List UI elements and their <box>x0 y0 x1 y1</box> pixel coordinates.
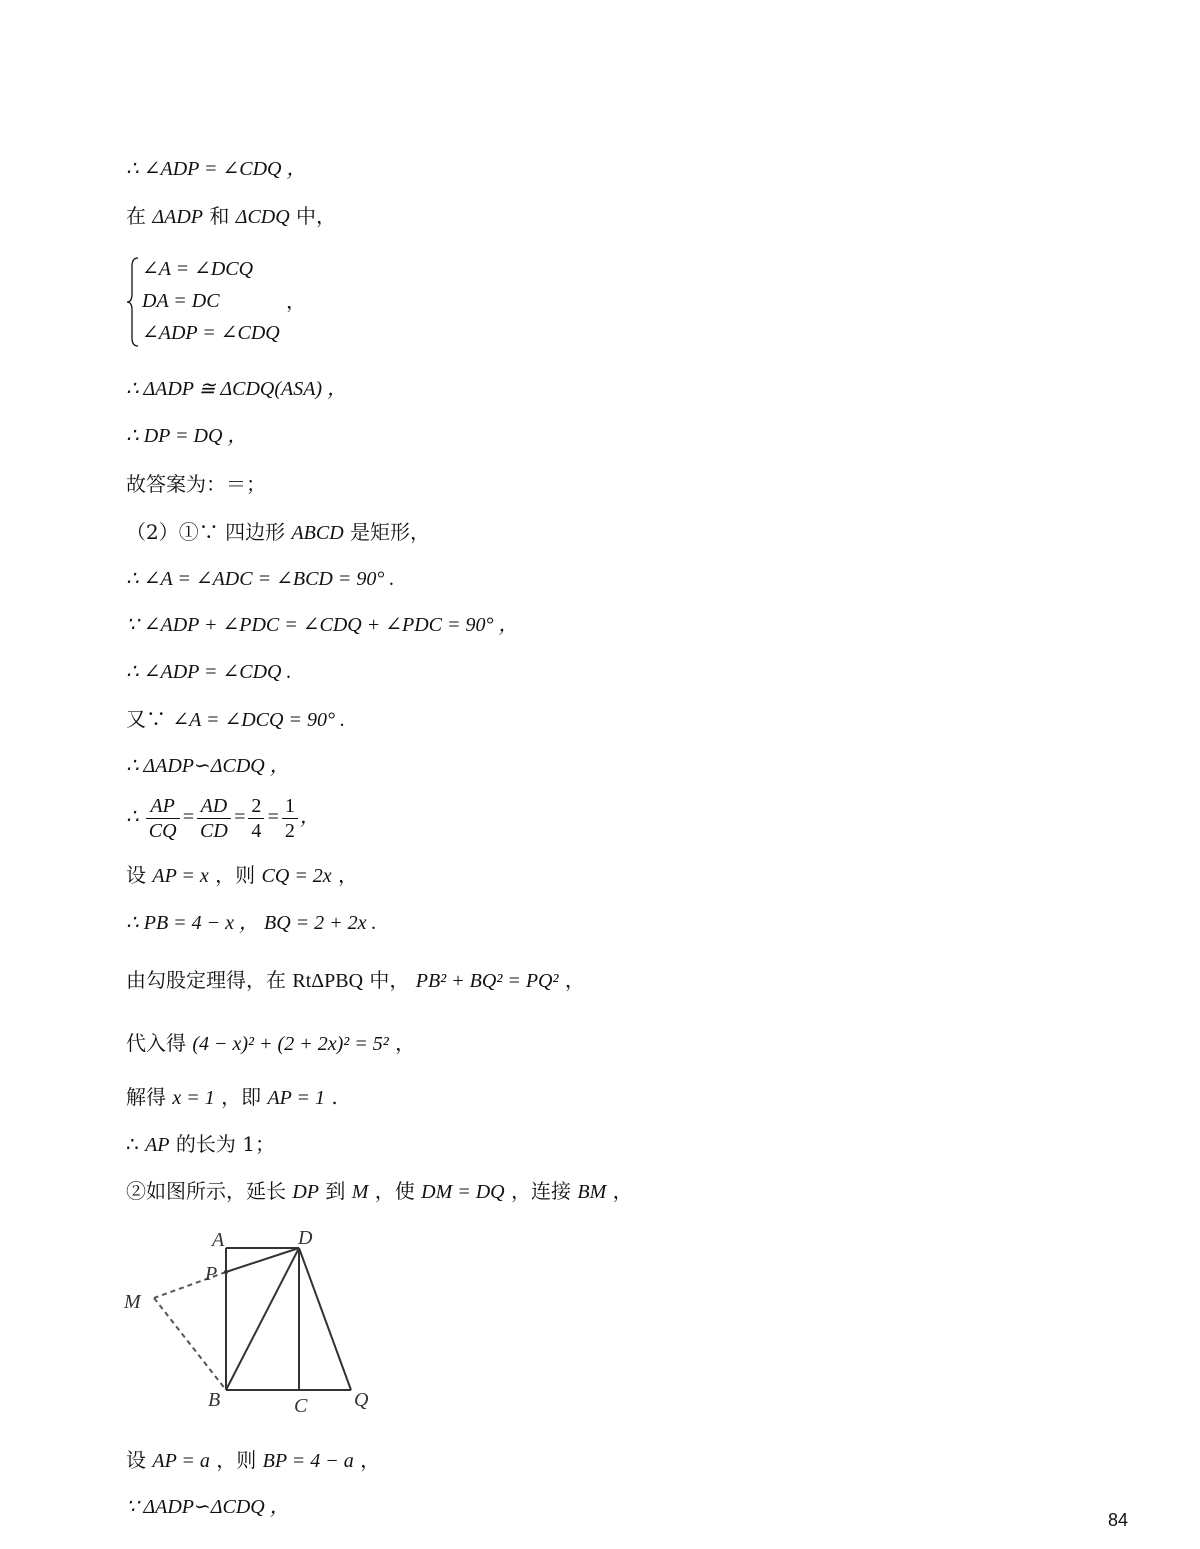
line-solve: 解得 x = 1 ，即 AP = 1 . <box>126 1085 338 1109</box>
system-row-3: ∠ADP = ∠CDQ <box>142 322 280 344</box>
page-number: 84 <box>1108 1510 1129 1530</box>
system-row-2: DA = DC <box>142 290 220 312</box>
fraction-1-2: $\frac{1}{2}$ <box>282 794 298 843</box>
line-because-similar: ∵ ΔADP∽ΔCDQ ， <box>126 1496 290 1518</box>
line-substitute: 代入得 (4 − x)² + (2 + 2x)² = 5² ， <box>126 1031 416 1055</box>
line-construction: ②如图所示，延长 DP 到 M ，使 DM = DQ ，连接 BM ， <box>126 1179 633 1203</box>
line-ap-length: ∴ AP 的长为 1； <box>126 1132 275 1156</box>
line-angle-equal-2: ∴ ∠ADP = ∠CDQ . <box>126 661 292 683</box>
label-q: Q <box>354 1389 369 1411</box>
line-similar: ∴ ΔADP∽ΔCDQ ， <box>126 755 290 777</box>
fraction-ap-cq: $\frac{AP}{CQ}$ <box>146 794 180 843</box>
line-also-angle: 又∵ ∠A = ∠DCQ = 90° . <box>126 707 345 731</box>
line-let-ap-x: 设 AP = x ，则 CQ = 2x ， <box>126 863 359 887</box>
line-angle-equal: ∴ ∠ADP = ∠CDQ ， <box>126 158 307 180</box>
system-comma: ， <box>286 289 306 313</box>
line-congruent: ∴ ΔADP ≅ ΔCDQ(ASA) ， <box>126 378 348 400</box>
segment-mb-dashed <box>154 1298 226 1390</box>
line-pythagoras: 由勾股定理得，在 RtΔPBQ 中， PB² + BQ² = PQ² ， <box>126 968 585 992</box>
line-in-triangles: 在 ΔADP 和 ΔCDQ 中， <box>126 204 337 228</box>
label-d: D <box>298 1227 313 1249</box>
segment-dq <box>299 1248 351 1390</box>
line-pb-bq: ∴ PB = 4 − x ， BQ = 2 + 2x . <box>126 912 377 934</box>
system-row-1: ∠A = ∠DCQ <box>142 258 254 280</box>
line-part2-rectangle: （2）①∵ 四边形 ABCD 是矩形， <box>126 520 431 544</box>
left-brace-icon <box>126 256 140 348</box>
line-let-ap-a: 设 AP = a ，则 BP = 4 − a ， <box>126 1448 381 1472</box>
equation-system <box>126 256 386 348</box>
line-ratio: ∴ $\frac{AP}{CQ}$ = $\frac{AD}{CD}$ = $\frac{2}{4}$ = $\frac{1}{2}$ ， <box>126 795 320 842</box>
point-p <box>224 1270 228 1274</box>
line-angle-sum: ∵ ∠ADP + ∠PDC = ∠CDQ + ∠PDC = 90° ， <box>126 614 519 636</box>
label-p: P <box>205 1263 218 1285</box>
fraction-ad-cd: $\frac{AD}{CD}$ <box>197 794 231 843</box>
line-dp-dq: ∴ DP = DQ ， <box>126 425 248 447</box>
label-a: A <box>212 1229 225 1251</box>
fraction-2-4: $\frac{2}{4}$ <box>248 794 264 843</box>
label-c: C <box>294 1395 308 1417</box>
line-answer: 故答案为：＝； <box>126 472 266 496</box>
geometry-figure <box>118 1222 388 1422</box>
label-b: B <box>208 1389 221 1411</box>
label-m: M <box>124 1291 141 1313</box>
line-right-angles: ∴ ∠A = ∠ADC = ∠BCD = 90° . <box>126 568 395 590</box>
